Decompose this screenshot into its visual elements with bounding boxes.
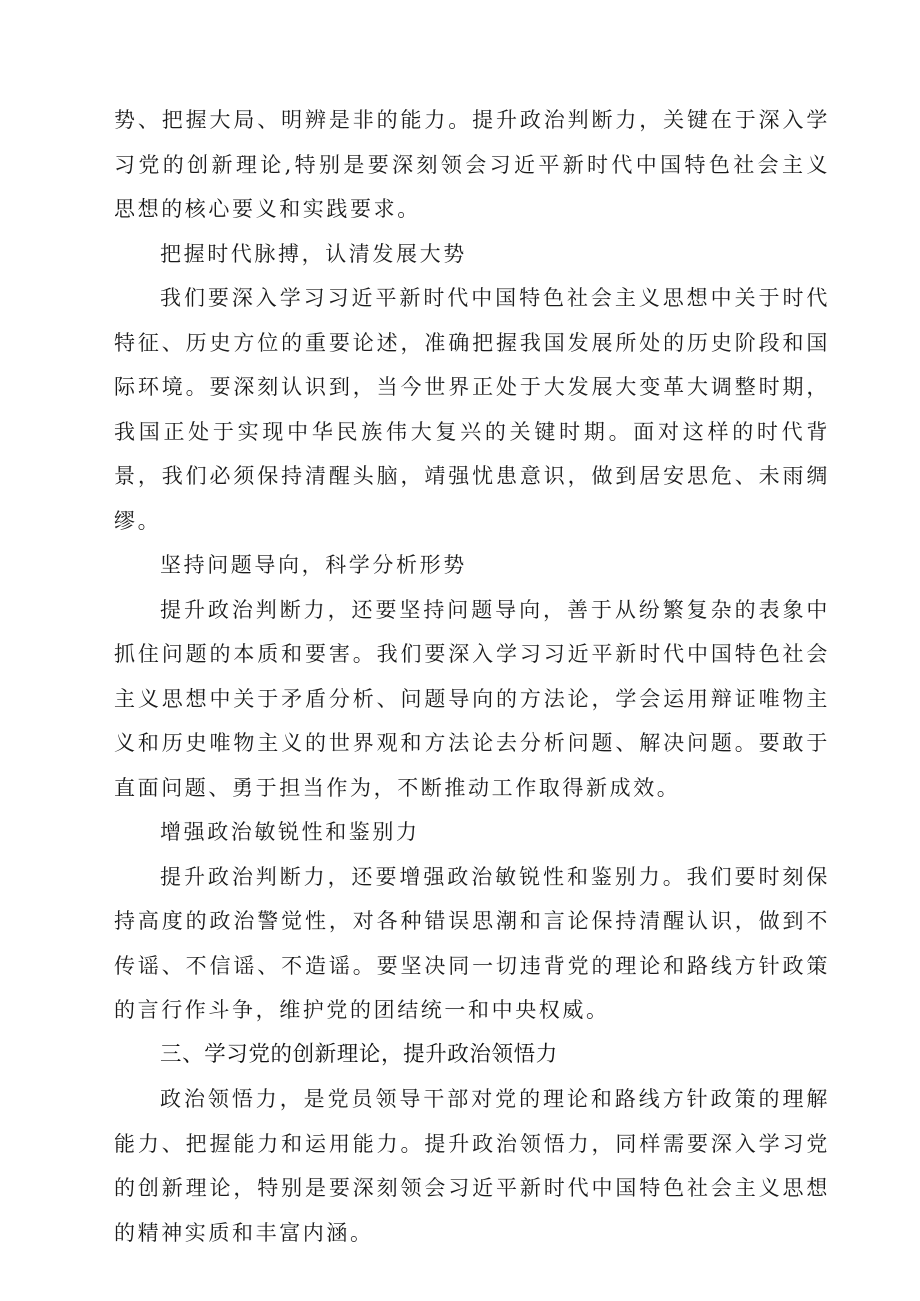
paragraph: 政治领悟力，是党员领导干部对党的理论和路线方针政策的理解能力、把握能力和运用能力。提升政治领悟力，同样需要深入学习党的创新理论，特别是要深刻领会习近平新时代中国特色社会主义思想的精神实质和丰富内涵。 bbox=[114, 1087, 830, 1245]
paragraph: 我们要深入学习习近平新时代中国特色社会主义思想中关于时代特征、历史方位的重要论述，准确把握我国发展所处的历史阶段和国际环境。要深刻认识到，当今世界正处于大发展大变革大调整时期，我国正处于实现中华民族伟大复兴的关键时期。面对这样的时代背景，我们必须保持清醒头脑，靖强忧患意识，做到居安思危、未雨绸缪。 bbox=[114, 286, 830, 533]
section-heading-three: 三、学习党的创新理论，提升政治领悟力 bbox=[160, 1041, 558, 1067]
subheading-political-sensitivity: 增强政治敏锐性和鉴别力 bbox=[160, 820, 420, 844]
paragraph-continued: 势、把握大局、明辨是非的能力。提升政治判断力，关键在于深入学习党的创新理论,特别是要深刻领会习近平新时代中国特色社会主义思想的核心要义和实践要求。 bbox=[114, 108, 830, 221]
document-body bbox=[114, 98, 830, 1255]
subheading-problem-orientation: 坚持问题导向，科学分析形势 bbox=[160, 553, 467, 577]
paragraph: 提升政治判断力，还要坚持问题导向，善于从纷繁复杂的表象中抓住问题的本质和要害。我们要深入学习习近平新时代中国特色社会主义思想中关于矛盾分析、问题导向的方法论，学会运用辩证唯物主义和历史唯物主义的世界观和方法论去分析问题、解决问题。要敢于直面问题、勇于担当作为，不断推动工作取得新成效。 bbox=[114, 597, 830, 800]
subheading-grasp-times: 把握时代脉搏，认清发展大势 bbox=[160, 241, 467, 266]
paragraph: 提升政治判断力，还要增强政治敏锐性和鉴别力。我们要时刻保持高度的政治警觉性，对各种错误思潮和言论保持清醒认识，做到不传谣、不信谣、不造谣。要坚决同一切违背党的理论和路线方针政策的言行作斗争，维护党的团结统一和中央权威。 bbox=[114, 864, 830, 1022]
